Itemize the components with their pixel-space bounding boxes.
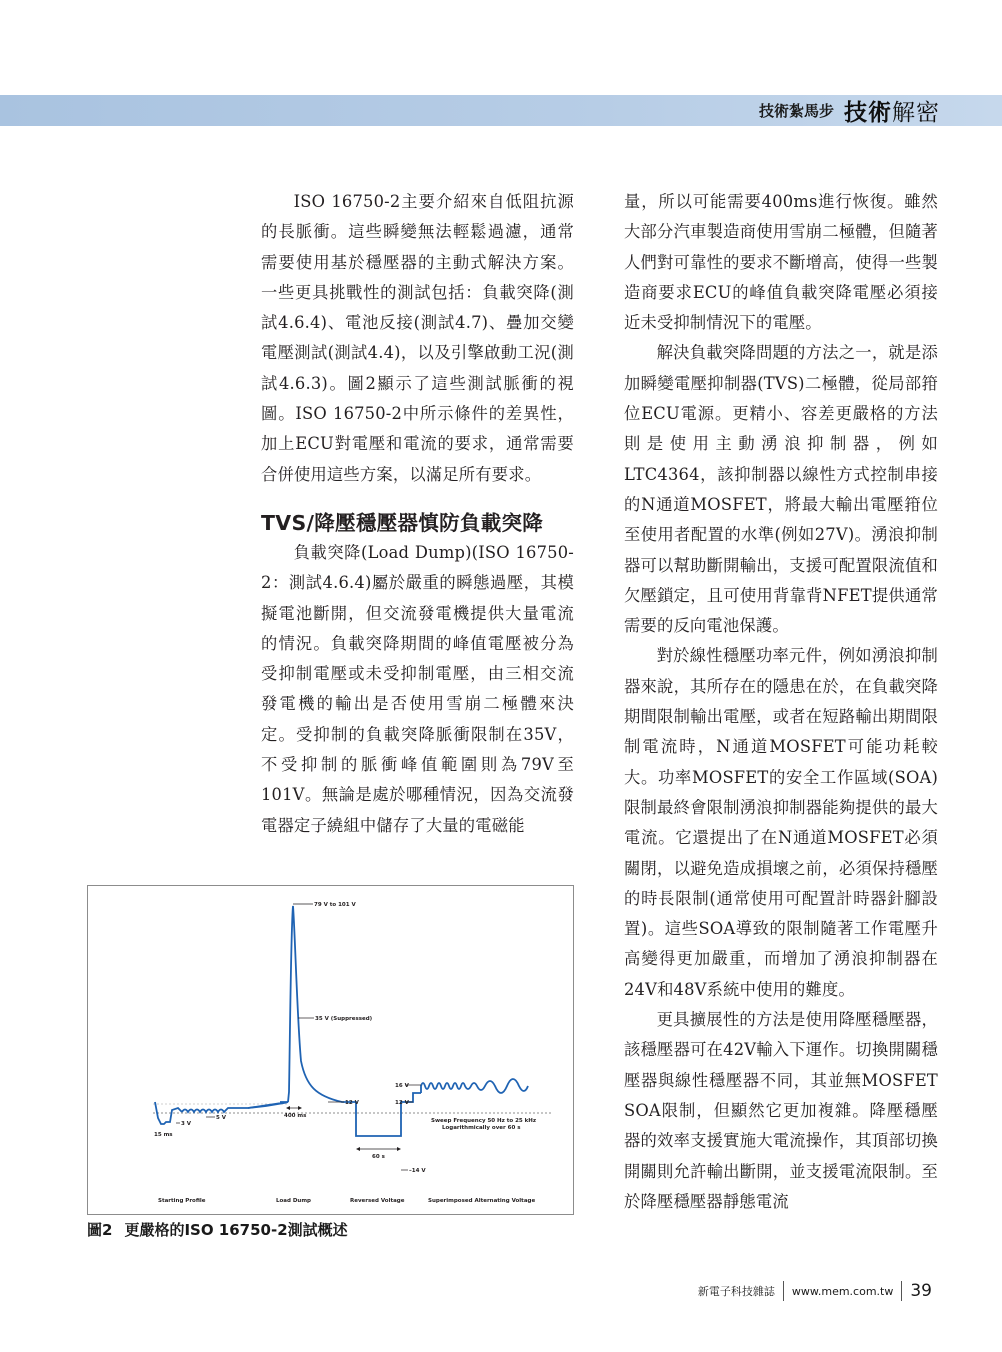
page-footer bbox=[698, 1280, 932, 1302]
section-title-bold: 技術 bbox=[844, 100, 892, 126]
starting-ripple-trace bbox=[182, 1102, 288, 1112]
starting-recovery-trace bbox=[248, 1102, 288, 1108]
buck-regulator-paragraph: 更具擴展性的方法是使用降壓穩壓器，該穩壓器可在42V輸入下運作。切換開關穩壓器與線性穩壓器不同，其並無MOSFET SOA限制，但顯然它更加複雜。降壓穩壓器的效率支援實施大電流操作，其頂部切換開關則允許輸出斷開，並支援電流限制。至於降壓穩壓器靜態電流 bbox=[624, 1010, 938, 1211]
section-label-starting: Starting Profile bbox=[158, 1198, 206, 1204]
label-sweep-1: Sweep Frequency 50 Hz to 25 kHz bbox=[431, 1118, 537, 1124]
arrowhead-60s-right bbox=[397, 1147, 401, 1151]
label-sweep-2: Logarithmically over 60 s bbox=[442, 1125, 521, 1131]
label-15ms: 15 ms bbox=[154, 1132, 173, 1138]
label-12v-a: 12 V bbox=[345, 1100, 359, 1106]
label-16v: 16 V bbox=[395, 1083, 409, 1089]
arrowhead-60s-left bbox=[356, 1147, 360, 1151]
header-title-group bbox=[759, 95, 940, 126]
caption-text: 更嚴格的ISO 16750-2測試概述 bbox=[124, 1221, 348, 1239]
section-label-load-dump: Load Dump bbox=[276, 1198, 311, 1204]
section-label-reversed: Reversed Voltage bbox=[350, 1198, 405, 1204]
figure-caption bbox=[87, 1219, 348, 1240]
section-title-light: 解密 bbox=[892, 100, 940, 126]
section-label-superimposed: Superimposed Alternating Voltage bbox=[428, 1198, 536, 1204]
section-title bbox=[844, 94, 940, 127]
figure-iso16750-waveforms bbox=[87, 885, 574, 1215]
sweep-trace bbox=[421, 1079, 528, 1093]
caption-number: 圖2 bbox=[87, 1221, 113, 1239]
magazine-name: 新電子科技雜誌 bbox=[697, 1285, 775, 1298]
load-dump-paragraph: 負載突降(Load Dump)(ISO 16750-2：測試4.6.4)屬於嚴重的瞬態過壓，其模擬電池斷開，但交流發電機提供大量電流的情況。負載突降期間的峰值電壓被分為受抑制電壓或未受抑制電壓，由三相交流發電機的輸出是否使用雪崩二極體來決定。受抑制的負載突降脈衝限制在35V，不受抑制的脈衝峰值範圍則為79V至101V。無論是處於哪種情況，因為交流發電器定子繞組中儲存了大量的電磁能 bbox=[261, 542, 574, 835]
label-peak: 79 V to 101 V bbox=[314, 902, 356, 908]
label-12v-b: 12 V bbox=[395, 1100, 409, 1106]
section-heading: TVS/降壓穩壓器慎防負載突降 bbox=[261, 510, 544, 535]
footer-divider-2 bbox=[901, 1281, 902, 1301]
page-number: 39 bbox=[910, 1281, 932, 1301]
magazine-url: www.mem.com.tw bbox=[791, 1284, 894, 1298]
intro-paragraph: ISO 16750-2主要介紹來自低阻抗源的長脈衝。這些瞬變無法輕鬆過濾，通常需要使用基於穩壓器的主動式解決方案。一些更具挑戰性的測試包括：負載突降(測試4.6.4)、電池反接(測試4.7)、疊加交變電壓測試(測試4.4)，以及引擎啟動工況(測試4.6.3)。圖2顯示了這些測試脈衝的視圖。ISO 16750-2中所示條件的差異性，加上ECU對電壓和電流的要求，通常需要合併使用這些方案，以滿足所有要求。 bbox=[261, 192, 574, 484]
label-suppressed: 35 V (Suppressed) bbox=[315, 1016, 373, 1022]
waveform-diagram bbox=[88, 886, 575, 1216]
right-column bbox=[624, 187, 938, 1217]
label-60s: 60 s bbox=[372, 1154, 385, 1160]
label-3v: 3 V bbox=[181, 1121, 191, 1127]
left-column bbox=[261, 187, 574, 841]
label-neg14v: –14 V bbox=[409, 1168, 426, 1174]
linear-regulator-paragraph: 對於線性穩壓功率元件，例如湧浪抑制器來說，其所存在的隱患在於，在負載突降期間限制輸出電壓，或者在短路輸出期間限制電流時，N通道MOSFET可能功耗較大。功率MOSFET的安全工作區域(SOA)限制最終會限制湧浪抑制器能夠提供的最大電流。它還提出了在N通道MOSFET必須關閉，以避免造成損壞之前，必須保持穩壓的時長限制(通常使用可配置計時器針腳設置)。這些SOA導致的限制隨著工作電壓升高變得更加嚴重，而增加了湧浪抑制器在24V和48V系統中使用的難度。 bbox=[624, 646, 938, 999]
label-400ms: 400 ms bbox=[284, 1113, 307, 1119]
section-label: 技術紮馬步 bbox=[758, 102, 834, 120]
label-5v: 5 V bbox=[216, 1115, 226, 1121]
arrowhead-400ms-right bbox=[298, 1106, 302, 1110]
continued-paragraph: 量，所以可能需要400ms進行恢復。雖然大部分汽車製造商使用雪崩二極體，但隨著人們對可靠性的要求不斷增高，使得一些製造商要求ECU的峰值負載突降電壓必須接近未受抑制情況下的電壓。 bbox=[624, 192, 938, 333]
footer-divider bbox=[783, 1281, 784, 1301]
tvs-paragraph: 解決負載突降問題的方法之一，就是添加瞬變電壓抑制器(TVS)二極體，從局部箝位ECU電源。更精小、容差更嚴格的方法則是使用主動湧浪抑制器，例如LTC4364，該抑制器以線性方式控制串接的N通道MOSFET，將最大輸出電壓箝位至使用者配置的水準(例如27V)。湧浪抑制器可以幫助斷開輸出，支援可配置限流值和欠壓鎖定，且可使用背靠背NFET提供通常需要的反向電池保護。 bbox=[624, 343, 938, 636]
arrowhead-400ms-left bbox=[286, 1106, 290, 1110]
